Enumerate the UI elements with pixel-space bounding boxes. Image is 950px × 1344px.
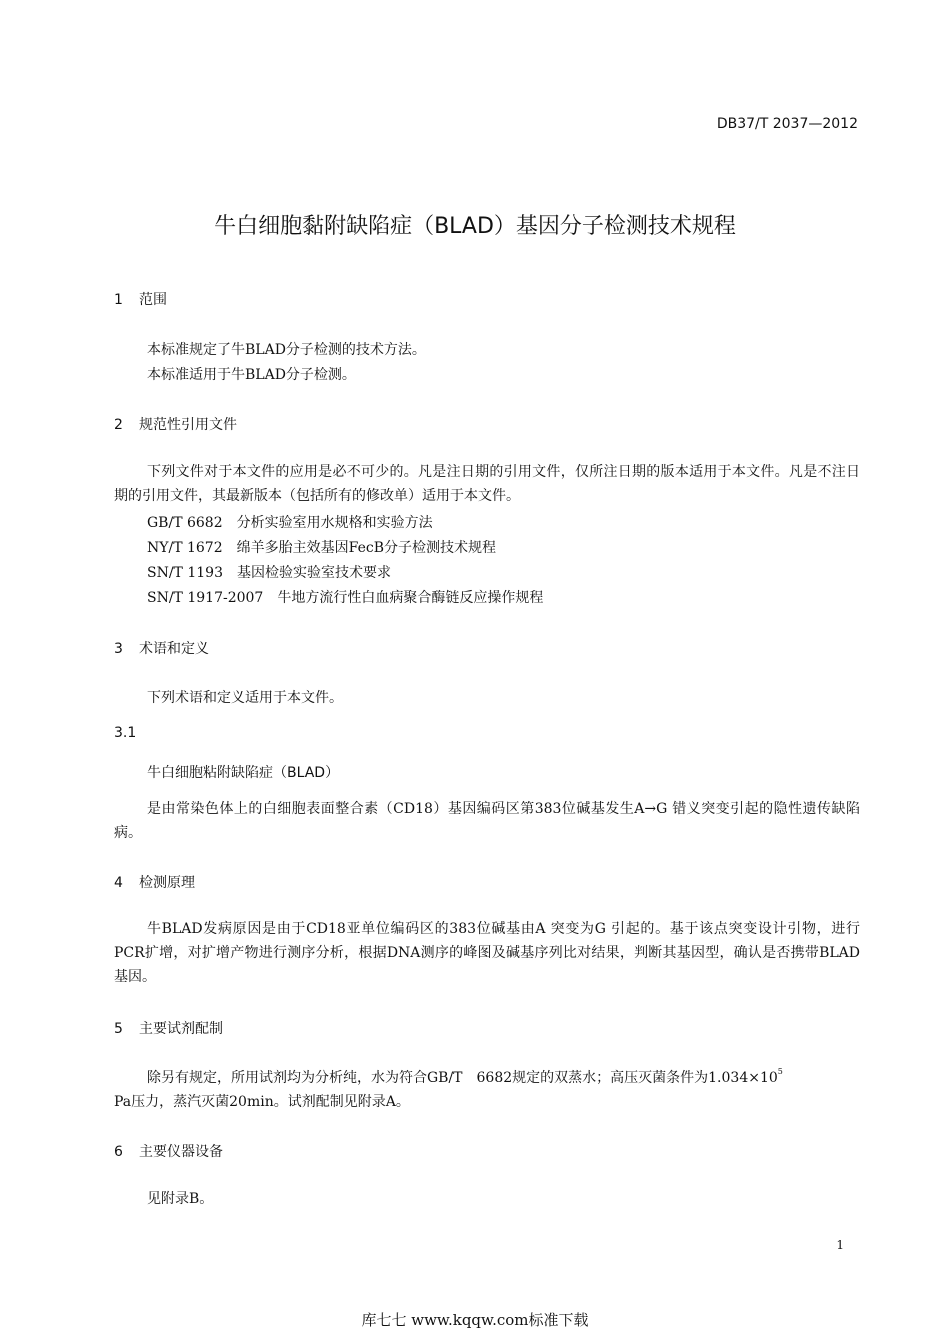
section-number: 3 bbox=[114, 641, 123, 657]
reference-item: SN/T 1193 基因检验实验室技术要求 bbox=[147, 565, 391, 581]
section-title: 检测原理 bbox=[139, 875, 195, 891]
section-6-paragraph: 见附录B。 bbox=[147, 1191, 214, 1207]
section-5-text-b: Pa压力，蒸汽灭菌20min。试剂配制见附录A。 bbox=[114, 1094, 410, 1110]
section-1-heading bbox=[114, 289, 167, 309]
page-number: 1 bbox=[836, 1238, 844, 1252]
section-number: 6 bbox=[114, 1144, 123, 1160]
term-definition: 是由常染色体上的白细胞表面整合素（CD18）基因编码区第383位碱基发生A→G 错义突变引起的隐性遗传缺陷病。 bbox=[114, 801, 860, 841]
reference-item: GB/T 6682 分析实验室用水规格和实验方法 bbox=[147, 515, 433, 531]
section-1-paragraph-2: 本标准适用于牛BLAD分子检测。 bbox=[147, 367, 356, 383]
section-number: 5 bbox=[114, 1021, 123, 1037]
section-5-heading bbox=[114, 1018, 223, 1038]
section-2-heading bbox=[114, 414, 237, 434]
section-title: 术语和定义 bbox=[139, 641, 209, 657]
section-1-paragraph-1: 本标准规定了牛BLAD分子检测的技术方法。 bbox=[147, 342, 426, 358]
section-number: 1 bbox=[114, 292, 123, 308]
exponent: 5 bbox=[777, 1067, 783, 1076]
reference-item: SN/T 1917-2007 牛地方流行性白血病聚合酶链反应操作规程 bbox=[147, 590, 544, 606]
section-title: 规范性引用文件 bbox=[139, 417, 237, 433]
section-title: 主要仪器设备 bbox=[139, 1144, 223, 1160]
document-number: DB37/T 2037—2012 bbox=[716, 116, 858, 132]
section-6-heading bbox=[114, 1141, 223, 1161]
section-number: 4 bbox=[114, 875, 123, 891]
section-2-intro: 下列文件对于本文件的应用是必不可少的。凡是注日期的引用文件，仅所注日期的版本适用于本文件。凡是不注日期的引用文件，其最新版本（包括所有的修改单）适用于本文件。 bbox=[114, 464, 860, 504]
section-3-intro: 下列术语和定义适用于本文件。 bbox=[147, 690, 343, 706]
section-4-heading bbox=[114, 872, 195, 892]
reference-item: NY/T 1672 绵羊多胎主效基因FecB分子检测技术规程 bbox=[147, 540, 496, 556]
footer-watermark: 库七七 www.kqqw.com标准下载 bbox=[361, 1311, 589, 1329]
section-5-paragraph bbox=[114, 1066, 860, 1114]
section-5-text-a: 除另有规定，所用试剂均为分析纯，水为符合GB/T 6682规定的双蒸水；高压灭菌条件为1.034×10 bbox=[147, 1070, 778, 1086]
page-title: 牛白细胞黏附缺陷症（BLAD）基因分子检测技术规程 bbox=[214, 214, 736, 239]
term-title: 牛白细胞粘附缺陷症（BLAD） bbox=[147, 765, 340, 781]
section-title: 范围 bbox=[139, 292, 167, 308]
section-4-paragraph: 牛BLAD发病原因是由于CD18亚单位编码区的383位碱基由A 突变为G 引起的。基于该点突变设计引物，进行PCR扩增，对扩增产物进行测序分析，根据DNA测序的峰图及碱基序列比对结果，判断其基因型，确认是否携带BLAD基因。 bbox=[114, 921, 860, 985]
section-3-heading bbox=[114, 638, 209, 658]
section-title: 主要试剂配制 bbox=[139, 1021, 223, 1037]
section-number: 2 bbox=[114, 417, 123, 433]
subsection-number: 3.1 bbox=[114, 725, 137, 741]
